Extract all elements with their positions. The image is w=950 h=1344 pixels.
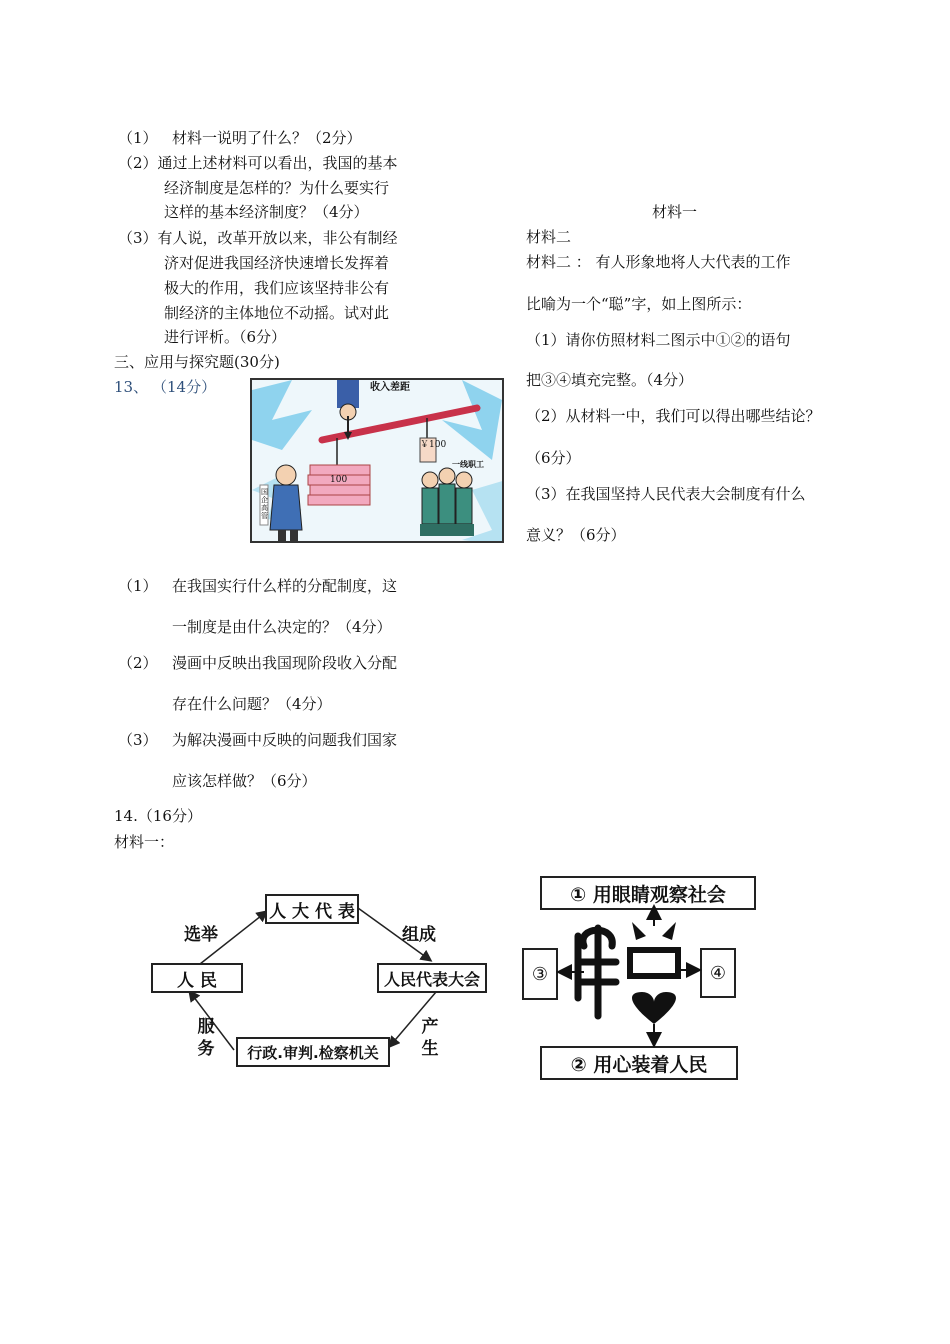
- q3-line2: 济对促进我国经济快速增长发挥着: [164, 254, 390, 272]
- money-stack: [308, 465, 370, 505]
- material2-line2: 比喻为一个“聪”字，如上图所示：: [526, 295, 752, 313]
- heart-icon: [632, 992, 676, 1024]
- q2-line1: （2）通过上述材料可以看出，我国的基本: [118, 154, 398, 172]
- executive-label: 国企高管: [261, 488, 268, 520]
- cong-mouth: [630, 950, 678, 976]
- box-organs: 行政.审判.检察机关: [236, 1037, 390, 1067]
- section-3-heading: 三、应用与探究题(30分): [114, 353, 280, 371]
- box-deputies: 人 大 代 表: [265, 894, 359, 924]
- q13-score: （14分）: [152, 378, 217, 396]
- q13-sub1-line2: 一制度是由什么决定的？（4分）: [172, 618, 392, 636]
- label-serve-1: 服: [197, 1017, 215, 1037]
- cong-right-box: ④: [700, 948, 736, 998]
- material2-line1: 材料二 ： 有人形象地将人大代表的工作: [526, 253, 791, 271]
- q13-sub3-num: （3）: [118, 731, 158, 749]
- r-sub1-line1: （1）请你仿照材料二图示中①②的语句: [526, 331, 791, 349]
- q13-sub2-num: （2）: [118, 654, 158, 672]
- cong-character-drawing: [556, 906, 726, 1046]
- q2-line2: 经济制度是怎样的？为什么要实行: [164, 179, 390, 197]
- q13-sub3-line2: 应该怎样做？（6分）: [172, 772, 317, 790]
- income-gap-cartoon: [250, 378, 504, 543]
- r-sub2-line2: （6分）: [526, 449, 581, 467]
- material1-caption: 材料一: [652, 203, 698, 221]
- workers-label: 一线职工: [452, 460, 484, 469]
- money-label: 100: [330, 475, 348, 485]
- r-sub3-line2: 意义？（6分）: [526, 526, 626, 544]
- material2-title: 材料二: [526, 228, 572, 246]
- q14-material1-label: 材料一：: [114, 833, 175, 851]
- r-sub2-line1: （2）从材料一中，我们可以得出哪些结论？: [526, 407, 821, 425]
- lever-label: 收入差距: [370, 382, 410, 393]
- r-sub1-line2: 把③④填充完整。（4分）: [526, 371, 694, 389]
- q3-line3: 极大的作用，我们应该坚持非公有: [164, 279, 390, 297]
- box-congress: 人民代表大会: [377, 963, 487, 993]
- q3-line4: 制经济的主体地位不动摇。试对此: [164, 304, 390, 322]
- q2-line3: 这样的基本经济制度？（4分）: [164, 203, 369, 221]
- q1-text: 材料一说明了什么？（2分）: [172, 129, 362, 147]
- label-serve-2: 务: [197, 1039, 215, 1059]
- weight-label: ￥100: [420, 440, 447, 450]
- cong-top-box: ① 用眼睛观察社会: [540, 876, 756, 910]
- cong-bottom-box: ② 用心装着人民: [540, 1046, 738, 1080]
- workers-figures: [420, 468, 474, 536]
- q13-number: 13、: [114, 378, 149, 396]
- q3-line5: 进行评析。（6分）: [164, 328, 287, 346]
- box-people: 人 民: [151, 963, 243, 993]
- q1-num: （1）: [118, 129, 158, 147]
- cong-left-box: ③: [522, 948, 558, 1000]
- q13-sub3-line1: 为解决漫画中反映的问题我们国家: [172, 731, 398, 749]
- q13-sub2-line1: 漫画中反映出我国现阶段收入分配: [172, 654, 398, 672]
- q13-sub1-num: （1）: [118, 577, 158, 595]
- label-produce-1: 产: [421, 1017, 439, 1037]
- q3-line1: （3）有人说，改革开放以来，非公有制经: [118, 229, 398, 247]
- label-produce-2: 生: [421, 1039, 439, 1059]
- q14-header: 14.（16分）: [114, 807, 202, 825]
- label-elect: 选举: [184, 925, 218, 945]
- r-sub3-line1: （3）在我国坚持人民代表大会制度有什么: [526, 485, 806, 503]
- q13-sub1-line1: 在我国实行什么样的分配制度，这: [172, 577, 398, 595]
- label-form: 组成: [402, 925, 436, 945]
- q13-sub2-line2: 存在什么问题？（4分）: [172, 695, 332, 713]
